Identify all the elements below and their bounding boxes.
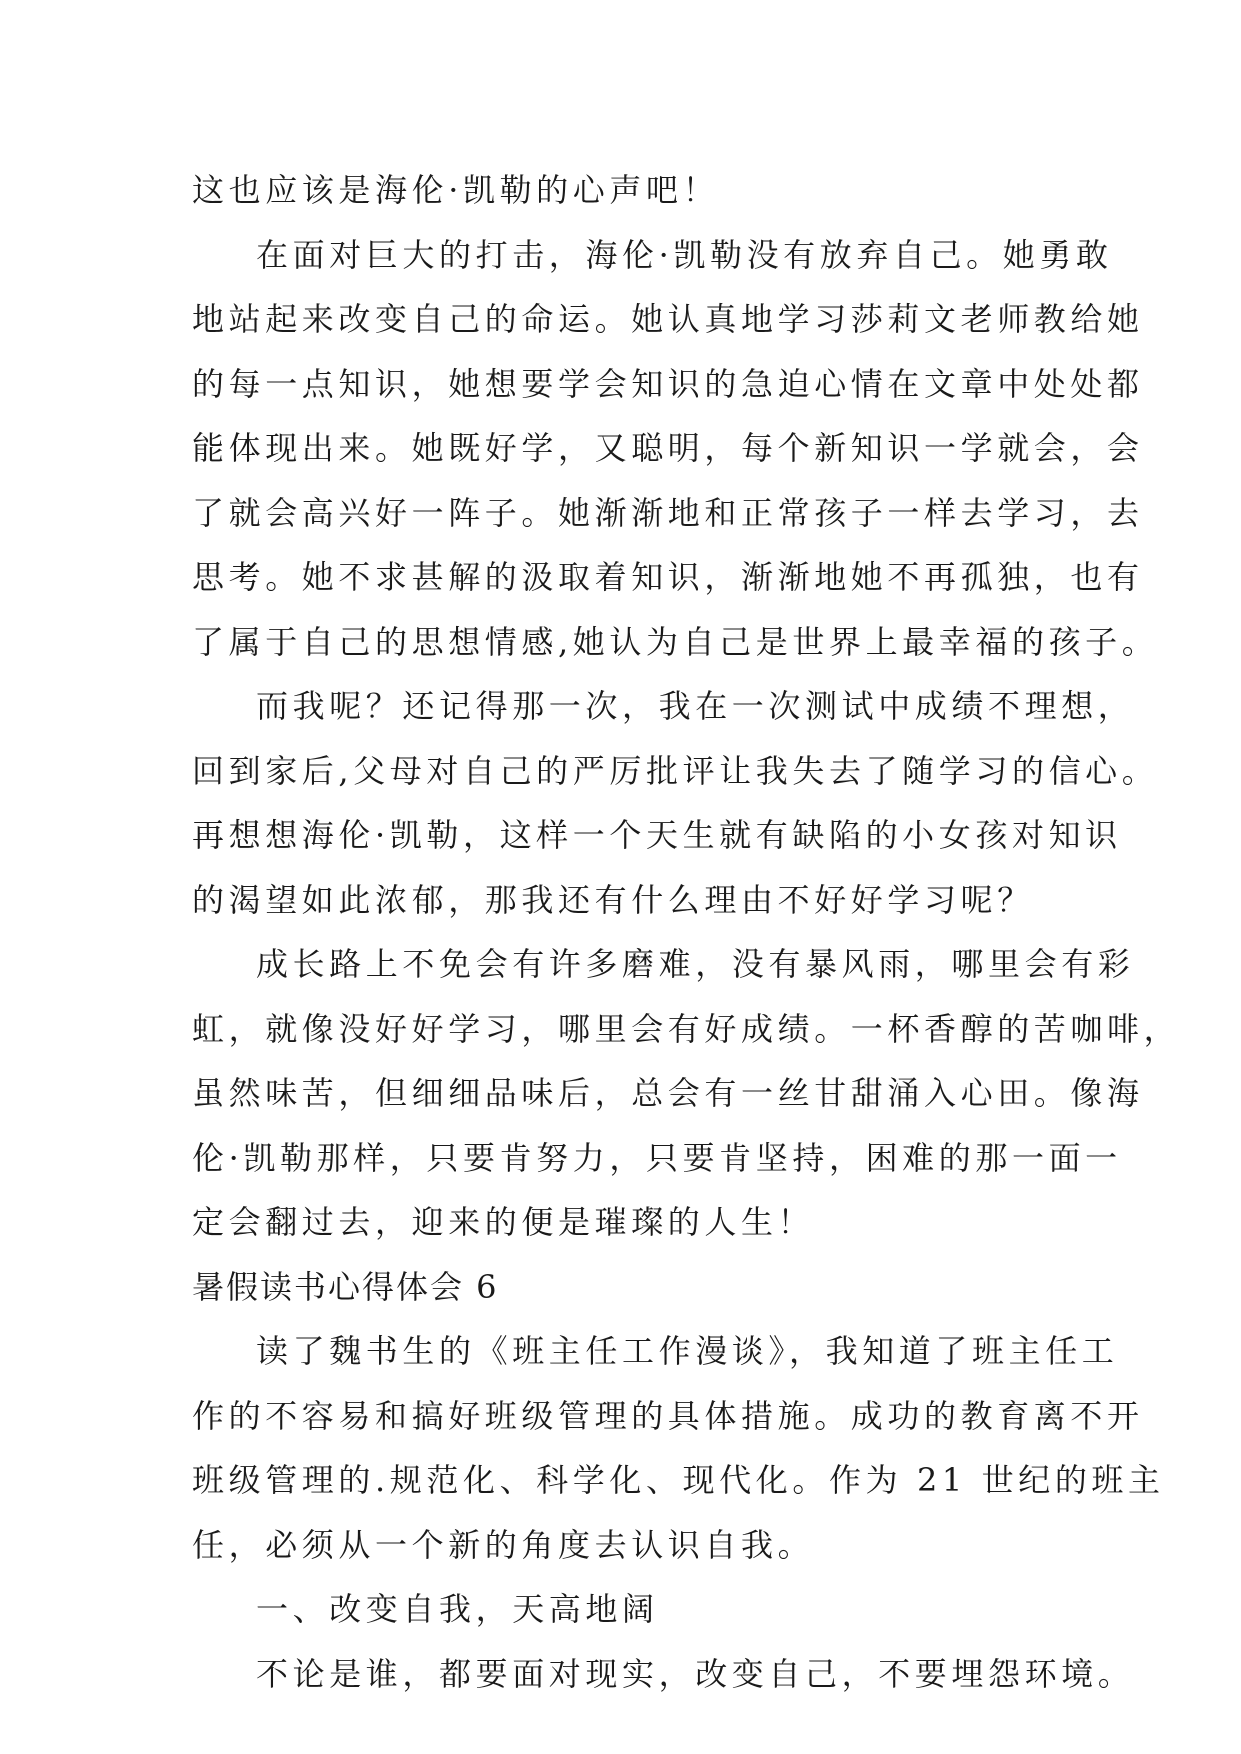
paragraph-first-line: 而我呢？还记得那一次，我在一次测试中成绩不理想， (256, 687, 1135, 725)
text-line: 作的不容易和搞好班级管理的具体措施。成功的教育离不开 (192, 1396, 1144, 1435)
document-body (192, 158, 1181, 1706)
text-line: 再想想海伦·凯勒，这样一个天生就有缺陷的小女孩对知识 (192, 816, 1122, 854)
text-line: 虽然味苦，但细细品味后，总会有一丝甘甜涌入心田。像海 (192, 1074, 1144, 1112)
text-line: 班级管理的.规范化、科学化、现代化。作为 21 世纪的班主 (192, 1461, 1165, 1499)
text-line: 的每一点知识，她想要学会知识的急迫心情在文章中处处都 (192, 364, 1144, 403)
subheading-line: 一、改变自我，天高地阔 (256, 1590, 659, 1628)
paragraph-first-line: 成长路上不免会有许多磨难，没有暴风雨，哪里会有彩 (256, 945, 1135, 983)
section-heading: 暑假读书心得体会 6 (192, 1267, 499, 1306)
text-line: 伦·凯勒那样，只要肯努力，只要肯坚持，困难的那一面一 (192, 1138, 1122, 1177)
text-line: 这也应该是海伦·凯勒的心声吧！ (192, 171, 720, 209)
paragraph-first-line: 不论是谁，都要面对现实，改变自己，不要埋怨环境。 (256, 1654, 1135, 1693)
text-line: 地站起来改变自己的命运。她认真地学习莎莉文老师教给她 (192, 300, 1144, 338)
text-line: 思考。她不求甚解的汲取着知识，渐渐地她不再孤独，也有 (192, 558, 1144, 596)
paragraph-first-line: 在面对巨大的打击，海伦·凯勒没有放弃自己。她勇敢 (256, 235, 1113, 274)
text-line: 的渴望如此浓郁，那我还有什么理由不好好学习呢？ (192, 880, 1034, 919)
text-line: 能体现出来。她既好学，又聪明，每个新知识一学就会，会 (192, 429, 1144, 467)
text-line: 了属于自己的思想情感,她认为自己是世界上最幸福的孩子。 (192, 622, 1159, 661)
text-line: 了就会高兴好一阵子。她渐渐地和正常孩子一样去学习，去 (192, 493, 1144, 532)
text-line: 任，必须从一个新的角度去认识自我。 (192, 1525, 815, 1564)
text-line: 定会翻过去，迎来的便是璀璨的人生！ (192, 1203, 815, 1241)
paragraph-first-line: 读了魏书生的《班主任工作漫谈》，我知道了班主任工 (256, 1332, 1119, 1370)
text-line: 回到家后,父母对自己的严厉批评让我失去了随学习的信心。 (192, 751, 1159, 790)
text-line: 虹，就像没好好学习，哪里会有好成绩。一杯香醇的苦咖啡， (192, 1009, 1181, 1048)
